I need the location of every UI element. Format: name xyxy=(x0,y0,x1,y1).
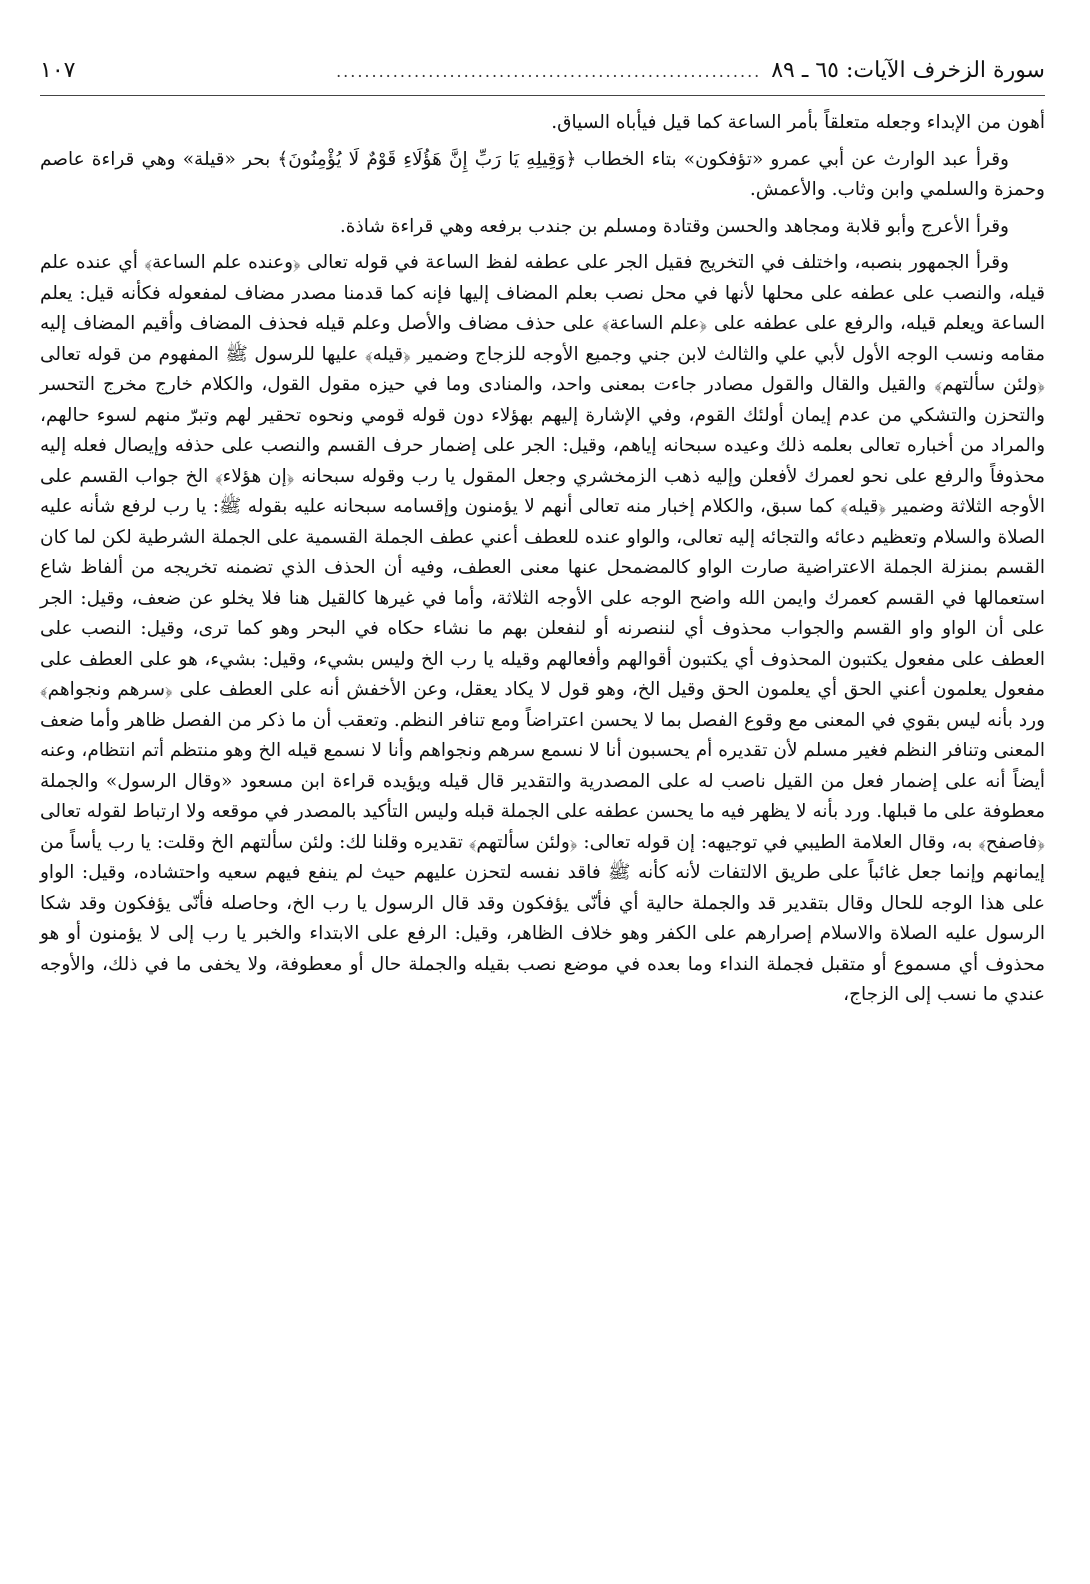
book-page xyxy=(40,58,1045,1011)
paragraph-2: وقرأ عبد الوارث عن أبي عمرو «تؤفكون» بتاء الخطاب ﴿وَقِيلِهِ يَا رَبِّ إِنَّ هَؤُلَاءِ قَوْمٌ لَا يُؤْمِنُونَ﴾ بحر «قيلة» وهي قراءة عاصم وحمزة والسلمي وابن وثاب. والأعمش. xyxy=(40,148,1045,200)
header-leader-dots: ............................................................ xyxy=(336,62,762,81)
header-title: سورة الزخرف الآيات: ٦٥ ـ ٨٩ xyxy=(771,58,1045,83)
paragraph-4: وقرأ الجمهور بنصبه، واختلف في التخريج فقيل الجر على عطفه لفظ الساعة في قوله تعالى ﴿وعنده علم الساعة﴾ أي عنده علم قيله، والنصب على عطفه على محلها لأنها في محل نصب بعلم المضاف إليها فإنه كما قدمنا مصدر مضاف لمفعوله فكأنه قيل: يعلم الساعة ويعلم قيله، والرفع على عطفه على ﴿علم الساعة﴾ على حذف مضاف والأصل وعلم قيله فحذف المضاف وأقيم المضاف إليه مقامه ونسب الوجه الأول لأبي علي والثالث لابن جني وجميع الأوجه للزجاج وضمير ﴿قيله﴾ عليها للرسول ﷺ المفهوم من قوله تعالى ﴿ولئن سألتهم﴾ والقيل والقال والقول مصادر جاءت بمعنى واحد، والمنادى وما في حيزه مقول القول، والكلام خارج مخرج التحسر والتحزن والتشكي من عدم إيمان أولئك القوم، وفي الإشارة إليهم بهؤلاء دون قوله قومي ونحوه تحقير لهم وتبرّ منهم لسوء حالهم، والمراد من أخباره تعالى بعلمه ذلك وعيده سبحانه إياهم، وقيل: الجر على إضمار حرف القسم والنصب على حذفه وإيصال فعله إليه محذوفاً والرفع على نحو لعمرك لأفعلن وإليه ذهب الزمخشري وجعل المقول يا رب وقوله سبحانه ﴿إن هؤلاء﴾ الخ جواب القسم على الأوجه الثلاثة وضمير ﴿قيله﴾ كما سبق، والكلام إخبار منه تعالى أنهم لا يؤمنون وإقسامه سبحانه عليه بقوله ﷺ: يا رب لرفع شأنه عليه الصلاة والسلام وتعظيم دعائه والتجائه إليه تعالى، والواو عنده للعطف أعني عطف الجملة القسمية على الجملة الشرطية لكن لما كان القسم بمنزلة الجملة الاعتراضية صارت الواو كالمضمحل عنها معنى العطف، وفيه أن الحذف الذي تضمنه تخريجه من ألفاظ شاع استعمالها في القسم كعمرك وايمن الله واضح الوجه على الأوجه الثلاثة، وأما في غيرها كالقيل هنا فلا يخلو عن ضعف، وقيل: الجر على أن الواو واو القسم والجواب محذوف أي لننصرنه أو لنفعلن بهم ما نشاء حكاه في البحر وهو كما ترى، وقيل: النصب على العطف على مفعول يكتبون المحذوف أي يكتبون أقوالهم وأفعالهم وقيله يا رب الخ وليس بشيء، وقيل: بشيء، هو على العطف على مفعول يعلمون أعني الحق أي يعلمون الحق وقيل الخ، وهو قول لا يكاد يعقل، وعن الأخفش أنه على العطف على ﴿سرهم ونجواهم﴾ ورد بأنه ليس بقوي في المعنى مع وقوع الفصل بما لا يحسن اعتراضاً ومع تنافر النظم. وتعقب أن ما ذكر من الفصل ظاهر وأما ضعف المعنى وتنافر النظم فغير مسلم لأن تقديره أم يحسبون أنا لا نسمع سرهم ونجواهم وأنا لا نسمع قيله الخ وهو منتظم أتم انتظام، وعنه أيضاً أنه على إضمار فعل من القيل ناصب له على المصدرية والتقدير قال قيله ويؤيده قراءة ابن مسعود «وقال الرسول» والجملة معطوفة على ما قبلها. ورد بأنه لا يظهر فيه ما يحسن عطفه على الجملة قبله وليس التأكيد بالمصدر في موقعه ولا ارتباط لقوله تعالى ﴿فاصفح﴾ به، وقال العلامة الطيبي في توجيهه: إن قوله تعالى: ﴿ولئن سألتهم﴾ تقديره وقلنا لك: ولئن سألتهم الخ وقلت: يا رب يأساً من إيمانهم وإنما جعل غائباً على طريق الالتفات لأنه كأنه ﷺ فاقد نفسه لتحزن عليهم حيث لم ينفع فيهم سعيه واحتشاده، وقيل: الواو على هذا الوجه للحال وقال بتقدير قد والجملة حالية أي فأنّى يؤفكون وقد قال الرسول يا رب الخ، وحاصله فأنّى يؤفكون وقد شكا الرسول عليه الصلاة والاسلام إصرارهم على الكفر وهو خلاف الظاهر، وقيل: الرفع على الابتداء والخبر يا رب إلى لا يؤمنون أو هو محذوف أي مسموع أو متقبل فجملة النداء وما بعده في موضع نصب بقيله والجملة حال أو معطوفة، ولا يخفى ما في ذلك، والأوجه عندي ما نسب إلى الزجاج، xyxy=(40,252,1045,1005)
page-number: ١٠٧ xyxy=(40,58,76,83)
running-header xyxy=(40,58,1045,96)
paragraph-1: أهون من الإبداء وجعله متعلقاً بأمر الساعة كما قيل فيأباه السياق. xyxy=(551,112,1045,133)
body-text xyxy=(40,108,1045,1011)
paragraph-3: وقرأ الأعرج وأبو قلابة ومجاهد والحسن وقتادة ومسلم بن جندب برفعه وهي قراءة شاذة. xyxy=(339,215,1009,237)
